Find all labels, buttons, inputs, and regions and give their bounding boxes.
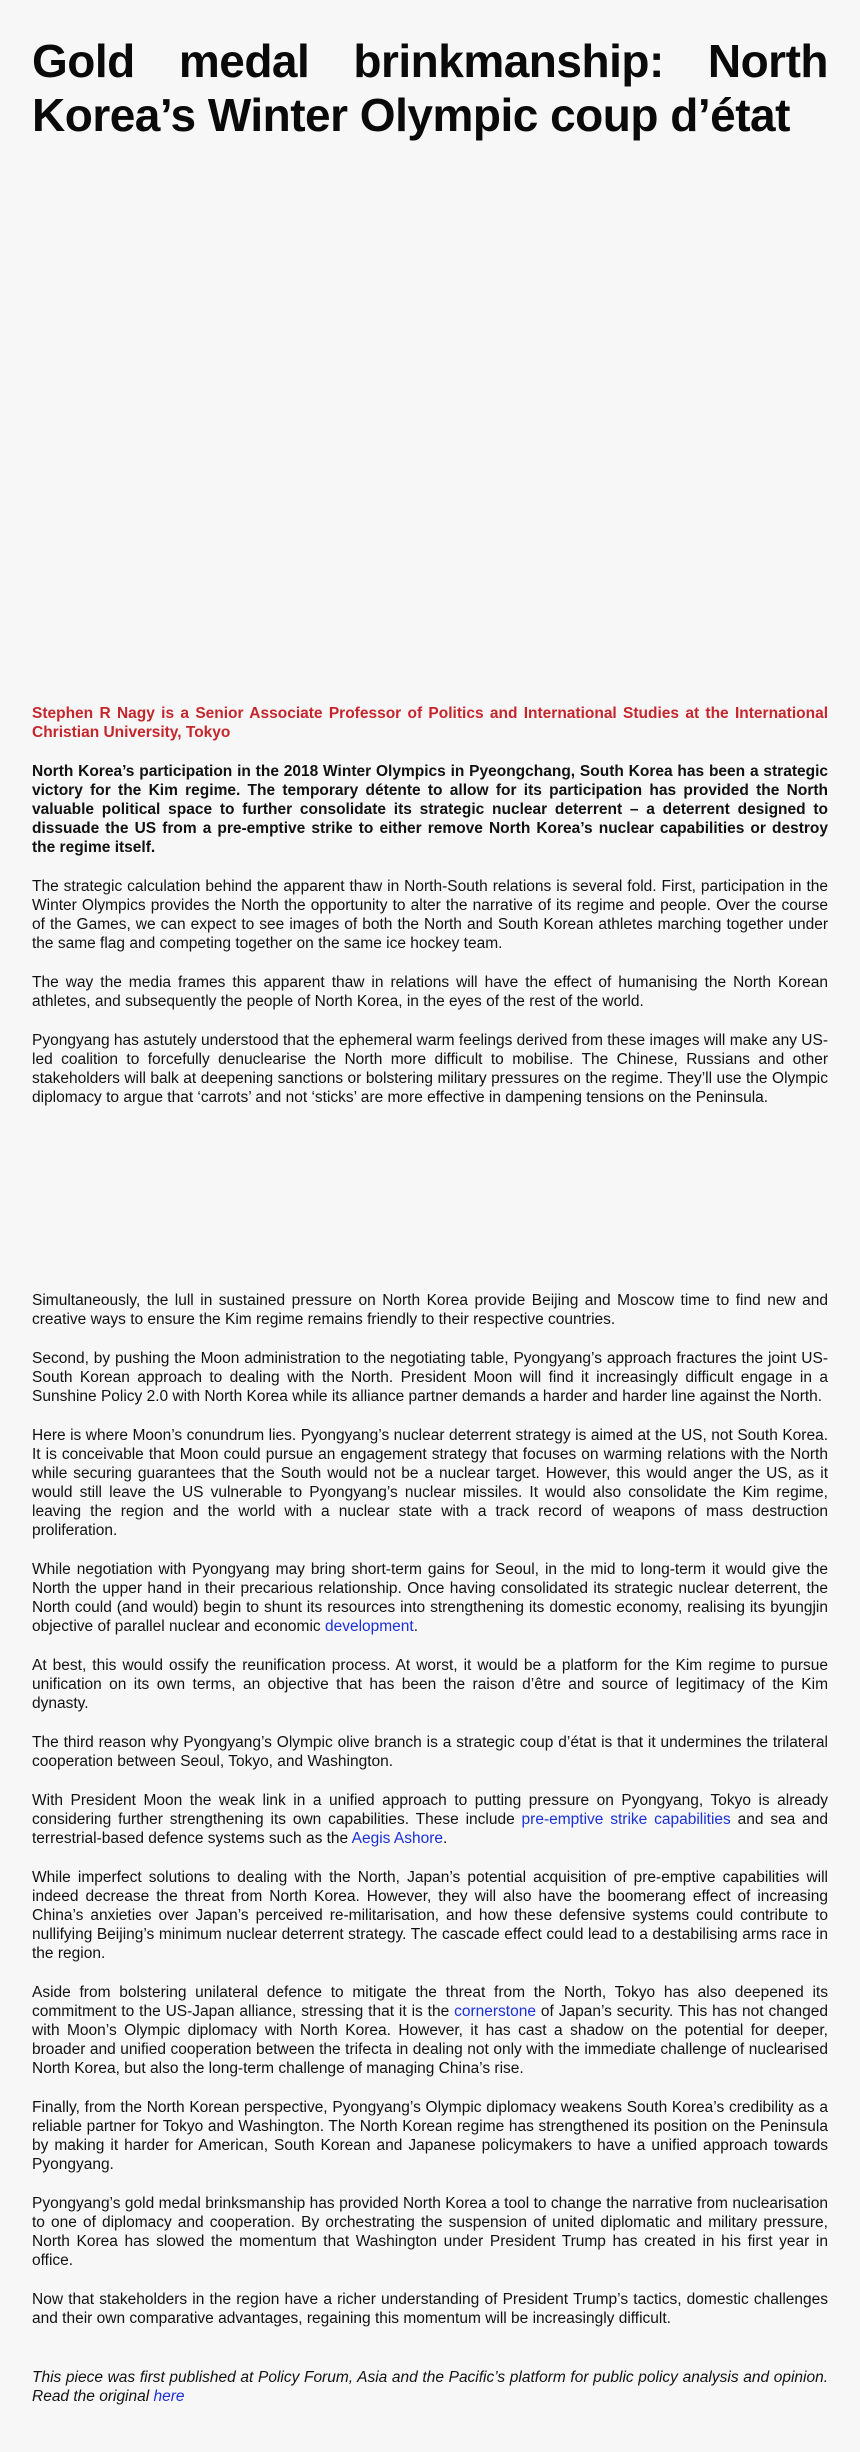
author-byline: Stephen R Nagy is a Senior Associate Professor of Politics and International Studies at the International Christian University, Tokyo bbox=[32, 705, 828, 741]
body-paragraph: The way the media frames this apparent thaw in relations will have the effect of humanising the North Korean athletes, and subsequently the people of North Korea, in the eyes of the rest of the world. bbox=[32, 974, 828, 1010]
article-title: Gold medal brinkmanship: North Korea’s Winter Olympic coup d’état bbox=[32, 35, 828, 141]
paragraph-text: Aside from bolstering unilateral defence to mitigate the threat from the North, Tokyo has also deepened its commitment to the US-Japan alliance, stressing that it is the bbox=[32, 1984, 828, 2020]
publication-footnote bbox=[32, 2368, 828, 2406]
body-paragraph: At best, this would ossify the reunification process. At worst, it would be a platform for the Kim regime to pursue unification on its own terms, an objective that has been the raison d’être and source of legitimacy of the Kim dynasty. bbox=[32, 1657, 828, 1712]
footnote-text: This piece was first published at Policy Forum, Asia and the Pacific’s platform for public policy analysis and opinion. Read the original bbox=[32, 2369, 828, 2405]
body-paragraph: Second, by pushing the Moon administration to the negotiating table, Pyongyang’s approach fractures the joint US-South Korean approach to dealing with the North. President Moon will find it increasingly difficult engage in a Sunshine Policy 2.0 with North Korea while its alliance partner demands a harder and harder line against the North. bbox=[32, 1350, 828, 1405]
body-paragraph: The strategic calculation behind the apparent thaw in North-South relations is several fold. First, participation in the Winter Olympics provides the North the opportunity to alter the narrative of its regime and people. Over the course of the Games, we can expect to see images of both the North and South Korean athletes marching together under the same flag and competing together on the same ice hockey team. bbox=[32, 878, 828, 952]
body-paragraph: Simultaneously, the lull in sustained pressure on North Korea provide Beijing and Moscow time to find new and creative ways to ensure the Kim regime remains friendly to their respective countries. bbox=[32, 1292, 828, 1328]
body-paragraph bbox=[32, 1560, 828, 1636]
paragraph-text: While negotiation with Pyongyang may bring short-term gains for Seoul, in the mid to long-term it would give the North the upper hand in their precarious relationship. Once having consolidated its strategic nuclear deterrent, the North could (and would) begin to shunt its resources into strengthening its domestic economy, realising its byungjin objective of parallel nuclear and economic bbox=[32, 1561, 828, 1635]
body-paragraph: Pyongyang has astutely understood that the ephemeral warm feelings derived from these images will make any US-led coalition to forcefully denuclearise the North more difficult to mobilise. The Chinese, Russians and other stakeholders will balk at deepening sanctions or bolstering military pressures on the regime. They’ll use the Olympic diplomacy to argue that ‘carrots’ and not ‘sticks’ are more effective in dampening tensions on the Peninsula. bbox=[32, 1032, 828, 1106]
paragraph-text: With President Moon the weak link in a unified approach to putting pressure on Pyongyang, Tokyo is already considering further strengthening its own capabilities. These include bbox=[32, 1792, 828, 1828]
paragraph-text: . bbox=[442, 1830, 448, 1847]
paragraph-text: of Japan’s security. This has not changed with Moon’s Olympic diplomacy with North Korea. However, it has cast a shadow on the potential for deeper, broader and unified cooperation between the trifecta in dealing not only with the immediate challenge of nuclearised North Korea, but also the long-term challenge of managing China’s rise. bbox=[32, 2003, 828, 2077]
paragraph-text: . bbox=[413, 1618, 419, 1635]
cornerstone-link[interactable]: cornerstone bbox=[454, 2003, 536, 2020]
body-paragraph: Now that stakeholders in the region have a richer understanding of President Trump’s tactics, domestic challenges and their own comparative advantages, regaining this momentum will be increasingly difficult. bbox=[32, 2291, 828, 2327]
body-paragraph: Here is where Moon’s conundrum lies. Pyongyang’s nuclear deterrent strategy is aimed at the US, not South Korea. It is conceivable that Moon could pursue an engagement strategy that focuses on warming relations with the North while securing guarantees that the South would not be a nuclear target. However, this would anger the US, as it would still leave the US vulnerable to Pyongyang’s nuclear missiles. It would also consolidate the Kim regime, leaving the region and the world with a nuclear state with a track record of weapons of mass destruction proliferation. bbox=[32, 1427, 828, 1539]
embedded-media-area bbox=[32, 1127, 828, 1291]
pre-emptive-strike-link[interactable]: pre-emptive strike capabilities bbox=[521, 1811, 731, 1828]
body-paragraph bbox=[32, 1983, 828, 2078]
paragraph-text: and sea and terrestrial-based defence systems such as the bbox=[32, 1811, 829, 1847]
body-paragraph bbox=[32, 1791, 828, 1848]
original-article-link[interactable]: here bbox=[153, 2388, 185, 2405]
aegis-ashore-link[interactable]: Aegis Ashore bbox=[351, 1830, 443, 1847]
development-link[interactable]: development bbox=[324, 1618, 414, 1635]
lead-paragraph: North Korea’s participation in the 2018 Winter Olympics in Pyeongchang, South Korea has been a strategic victory for the Kim regime. The temporary détente to allow for its participation has provided the North valuable political space to further consolidate its strategic nuclear deterrent – a deterrent designed to dissuade the US from a pre-emptive strike to either remove North Korea’s nuclear capabilities or destroy the regime itself. bbox=[32, 763, 828, 856]
body-paragraph: Pyongyang’s gold medal brinksmanship has provided North Korea a tool to change the narrative from nuclearisation to one of diplomacy and cooperation. By orchestrating the suspension of united diplomatic and military pressure, North Korea has slowed the momentum that Washington under President Trump has created in his first year in office. bbox=[32, 2195, 828, 2269]
body-paragraph: The third reason why Pyongyang’s Olympic olive branch is a strategic coup d’état is that it undermines the trilateral cooperation between Seoul, Tokyo, and Washington. bbox=[32, 1734, 828, 1770]
body-paragraph: Finally, from the North Korean perspective, Pyongyang’s Olympic diplomacy weakens South Korea’s credibility as a reliable partner for Tokyo and Washington. The North Korean regime has strengthened its position on the Peninsula by making it harder for American, South Korean and Japanese policymakers to have a unified approach towards Pyongyang. bbox=[32, 2099, 828, 2173]
body-paragraph: While imperfect solutions to dealing with the North, Japan’s potential acquisition of pre-emptive capabilities will indeed decrease the threat from North Korea. However, they will also have the boomerang effect of increasing China’s anxieties over Japan’s perceived re-militarisation, and how these defensive systems could contribute to nullifying Beijing’s minimum nuclear deterrent strategy. The cascade effect could lead to a destabilising arms race in the region. bbox=[32, 1869, 828, 1962]
hero-image-area bbox=[32, 142, 828, 704]
